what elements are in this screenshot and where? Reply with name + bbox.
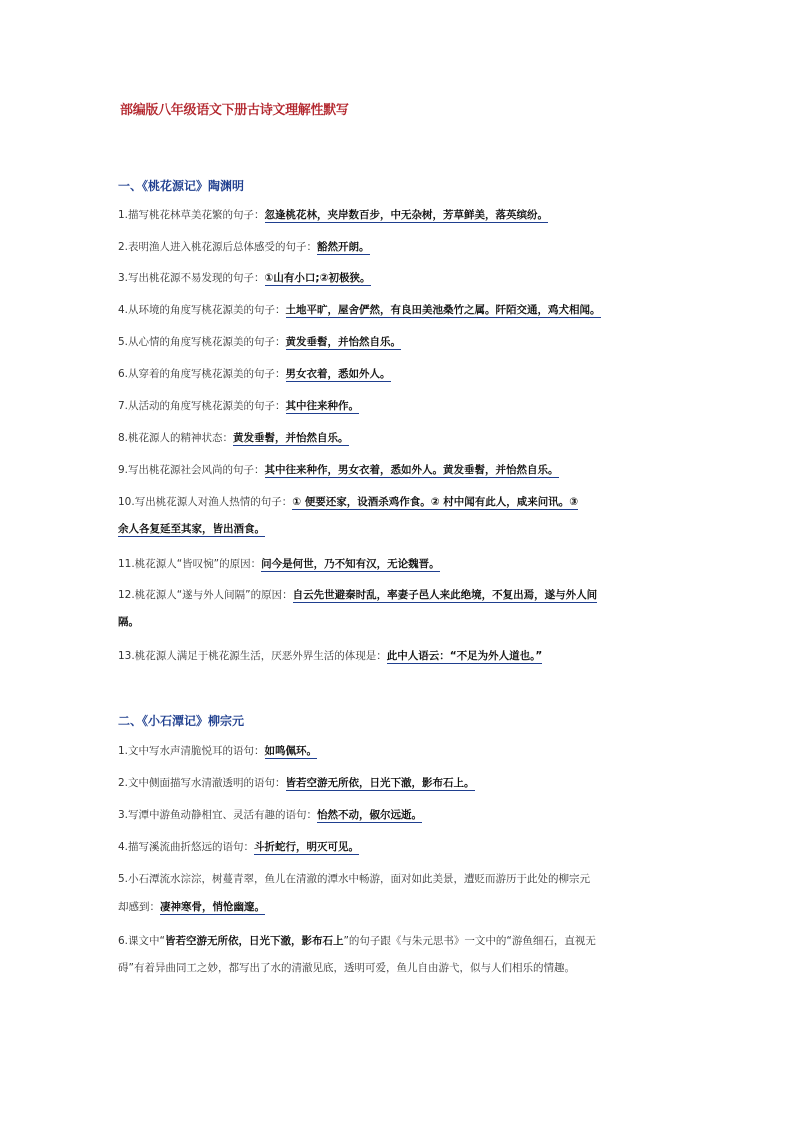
section-heading-taohuayuan: 一、《桃花源记》陶渊明 xyxy=(118,179,245,193)
question-text: 1.文中写水声清脆悦耳的语句： xyxy=(118,745,265,757)
answer-text: 黄发垂髫，并怡然自乐。 xyxy=(285,336,402,348)
list-item-continuation xyxy=(118,521,265,537)
answer-text: 此中人语云：“不足为外人道也。” xyxy=(386,650,543,662)
question-text: ”的句子跟《与朱元思书》一文中的“游鱼细石，直视无 xyxy=(343,935,596,947)
question-text: 6.课文中“ xyxy=(118,935,165,947)
answer-text: 其中往来种作。 xyxy=(285,400,360,412)
list-item-continuation xyxy=(118,899,265,915)
list-item xyxy=(118,871,590,887)
answer-text: ① 便要还家，设酒杀鸡作食。② 村中闻有此人，咸来问讯。③ xyxy=(292,496,579,508)
list-item xyxy=(118,398,359,414)
answer-text: 男女衣着，悉如外人。 xyxy=(285,368,391,380)
list-item xyxy=(118,239,370,255)
answer-text: 皆若空游无所依，日光下澈，影布石上。 xyxy=(285,777,475,789)
document-title: 部编版八年级语文下册古诗文理解性默写 xyxy=(120,103,349,118)
question-text: 4.从环境的角度写桃花源美的句子： xyxy=(118,304,286,316)
question-text: 1.描写桃花林草美花繁的句子： xyxy=(118,209,265,221)
list-item xyxy=(118,807,422,823)
list-item xyxy=(118,334,401,350)
question-text: 4.描写溪流曲折悠远的语句： xyxy=(118,841,255,853)
answer-text: 如鸣佩环。 xyxy=(264,745,318,757)
list-item xyxy=(118,430,349,446)
answer-text: 隔。 xyxy=(118,616,139,628)
answer-text: 问今是何世，乃不知有汉，无论魏晋。 xyxy=(261,558,440,570)
question-text: 10.写出桃花源人对渔人热情的句子： xyxy=(118,496,293,508)
question-text: 13.桃花源人满足于桃花源生活，厌恶外界生活的体现是： xyxy=(118,650,387,662)
answer-text: 皆若空游无所依，日光下澈，影布石上 xyxy=(164,935,344,947)
question-text: 5.从心情的角度写桃花源美的句子： xyxy=(118,336,286,348)
list-item xyxy=(118,933,596,949)
answer-text: ①山有小口;②初极狭。 xyxy=(264,272,371,284)
answer-text: 凄神寒骨，悄怆幽邃。 xyxy=(160,901,265,913)
list-item xyxy=(118,743,317,759)
list-item-continuation xyxy=(118,960,575,976)
list-item xyxy=(118,494,578,510)
question-text: 9.写出桃花源社会风尚的句子： xyxy=(118,464,265,476)
question-text: 2.表明渔人进入桃花源后总体感受的句子： xyxy=(118,241,318,253)
answer-text: 其中往来种作，男女衣着，悉如外人。黄发垂髫，并怡然自乐。 xyxy=(264,464,559,476)
section-heading-xiaoshitan: 二、《小石潭记》柳宗元 xyxy=(118,714,245,728)
list-item xyxy=(118,270,371,286)
answer-text: 怡然不动，俶尔远逝。 xyxy=(317,809,423,821)
answer-text: 黄发垂髫，并怡然自乐。 xyxy=(233,432,349,444)
question-text: 2.文中侧面描写水清澈透明的语句： xyxy=(118,777,286,789)
list-item xyxy=(118,775,475,791)
answer-text: 斗折蛇行，明灭可见。 xyxy=(254,841,360,853)
question-text: 5.小石潭流水淙淙，树蔓青翠，鱼儿在清澈的潭水中畅游，面对如此美景，遭贬而游历于此处的柳宗元 xyxy=(118,873,591,885)
question-text: 3.写潭中游鱼动静相宜、灵活有趣的语句： xyxy=(118,809,318,821)
answer-text: 余人各复延至其家，皆出酒食。 xyxy=(118,523,265,535)
question-text: 11.桃花源人“皆叹惋”的原因： xyxy=(118,558,262,570)
answer-text: 忽逢桃花林，夹岸数百步，中无杂树，芳草鲜美，落英缤纷。 xyxy=(264,209,549,221)
list-item-continuation xyxy=(118,614,139,630)
list-item xyxy=(118,839,359,855)
list-item xyxy=(118,366,391,382)
answer-text: 自云先世避秦时乱，率妻子邑人来此绝境，不复出焉，遂与外人间 xyxy=(292,589,598,601)
list-item xyxy=(118,462,559,478)
list-item xyxy=(118,587,597,603)
list-item xyxy=(118,207,548,223)
answer-text: 豁然开朗。 xyxy=(317,241,370,253)
list-item xyxy=(118,556,440,572)
answer-text: 土地平旷，屋舍俨然，有良田美池桑竹之属。阡陌交通，鸡犬相闻。 xyxy=(285,304,601,316)
question-text: 7.从活动的角度写桃花源美的句子： xyxy=(118,400,286,412)
question-text: 12.桃花源人“遂与外人间隔”的原因： xyxy=(118,589,293,601)
question-text: 3.写出桃花源不易发现的句子： xyxy=(118,272,265,284)
list-item xyxy=(118,302,601,318)
question-text: 6.从穿着的角度写桃花源美的句子： xyxy=(118,368,286,380)
question-text: 碍”有着异曲同工之妙，都写出了水的清澈见底，透明可爱，鱼儿自由游弋，似与人们相乐的情趣。 xyxy=(118,962,575,974)
question-text: 8.桃花源人的精神状态： xyxy=(118,432,234,444)
list-item xyxy=(118,648,542,664)
question-text: 却感到： xyxy=(118,901,160,913)
